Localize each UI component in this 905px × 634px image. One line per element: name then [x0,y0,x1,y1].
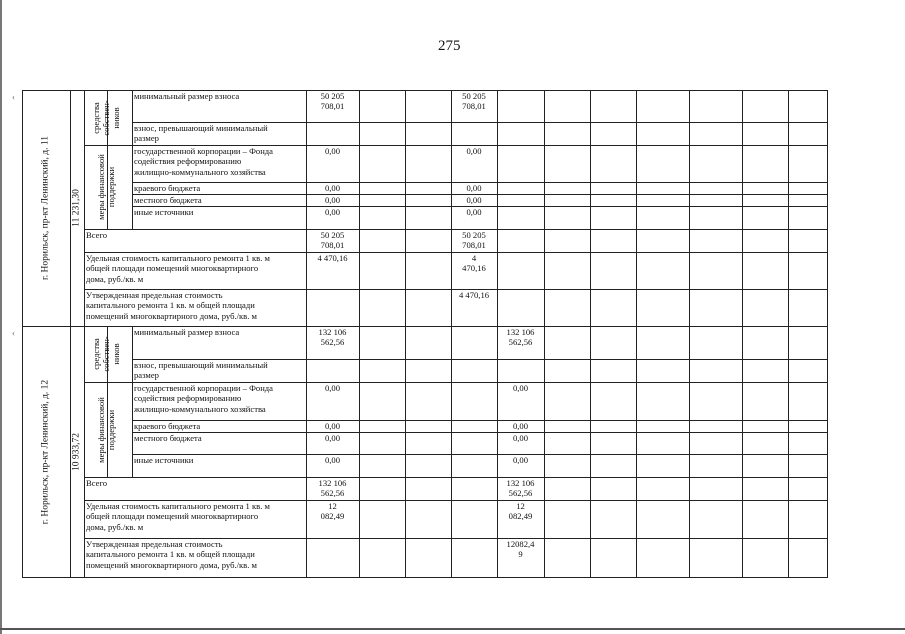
value-cell: 0,00 [324,383,341,393]
margin-mark: ‹ [12,92,15,102]
value-cell [499,290,542,325]
value-cell [308,290,357,325]
row-label: Удельная стоимость капитального ремонта 1 кв. м общей площади помещений многоквартирного дома, руб./кв. м [86,501,270,532]
table-rule [405,90,406,326]
value-cell [453,327,495,358]
value-cell [453,501,495,537]
building-area: 10 933,72 [71,432,82,471]
row-label: взнос, превышающий минимальный размер [134,360,268,381]
page-number: 275 [438,38,461,54]
table-rule [497,90,498,326]
row-label: государственной корпорации – Фонда содействия реформированию жилищно-коммунального хозяйства [134,383,273,414]
value-cell: 12 082,49 [320,501,345,522]
group-support-label: меры финансовой поддержки [95,154,116,220]
value-cell [499,360,542,381]
table-rule [636,326,637,577]
table-rule [497,326,498,577]
value-cell: 0,00 [466,146,482,156]
row-label: Всего [86,478,108,488]
value-cell: 50 205 708,01 [462,91,486,112]
table-rule [84,90,85,326]
value-cell [453,123,495,144]
value-cell: 0,00 [466,183,482,193]
table-rule [742,90,743,326]
row-label: Удельная стоимость капитального ремонта 1 кв. м общей площади помещений многоквартирного дома, руб./кв. м [86,253,270,284]
value-cell [499,123,542,144]
table-rule [544,90,545,326]
value-cell [308,360,357,381]
table-rule [451,90,452,326]
value-cell: 0,00 [324,433,341,443]
table-rule [405,326,406,577]
value-cell [308,539,357,576]
value-cell [453,478,495,499]
value-cell [453,360,495,381]
group-owners-label: средства собствен- ников [90,336,121,372]
value-cell: 4 470,16 [317,253,348,263]
table-rule [636,90,637,326]
table-rule [827,326,828,577]
value-cell: 4 470,16 [458,290,490,300]
value-cell [453,383,495,419]
value-cell [453,539,495,576]
table-rule [306,326,307,577]
value-cell: 0,00 [512,383,529,393]
value-cell: 0,00 [324,146,341,156]
value-cell [453,455,495,476]
value-cell: 0,00 [324,195,341,205]
value-cell [499,207,542,228]
value-cell: 50 205 708,01 [320,91,345,112]
table-rule [359,326,360,577]
table-rule [742,326,743,577]
value-cell: 50 205 708,01 [462,230,486,251]
value-cell: 0,00 [324,421,341,431]
group-owners-label: средства собствен- ников [90,99,121,136]
row-label: Утвержденная предельная стоимость капитального ремонта 1 кв. м общей площади помещений многоквартирного дома, руб./кв. м [86,290,257,321]
building-address: г. Норильск, пр-кт Ленинский, д. 11 [40,135,51,281]
value-cell: 0,00 [512,433,529,443]
table-rule [22,90,23,326]
table-rule [84,326,85,577]
table-rule [788,90,789,326]
value-cell: 0,00 [466,195,482,205]
value-cell [499,91,542,121]
value-cell: 0,00 [324,207,341,217]
value-cell [499,230,542,251]
table-rule [84,382,132,383]
value-cell [499,195,542,205]
table-rule [359,90,360,326]
row-label: взнос, превышающий минимальный размер [134,123,268,144]
table-rule [827,90,828,326]
value-cell: 132 106 562,56 [318,327,347,348]
row-label: минимальный размер взноса [134,327,240,337]
group-support-label: меры финансовой поддержки [95,396,116,463]
value-cell [499,146,542,181]
table-rule [306,90,307,326]
value-cell: 50 205 708,01 [320,230,345,251]
table-rule [590,90,591,326]
value-cell: 132 106 562,56 [506,478,535,499]
value-cell [499,183,542,193]
row-label: местного бюджета [134,433,202,443]
table-rule [689,90,690,326]
table-rule [689,326,690,577]
building-address: г. Норильск, пр-кт Ленинский, д. 12 [40,379,51,524]
table-rule [590,326,591,577]
row-label: иные источники [134,455,194,465]
value-cell [308,123,357,144]
row-label: минимальный размер взноса [134,91,240,101]
value-cell: 132 106 562,56 [506,327,535,348]
row-label: Утвержденная предельная стоимость капитального ремонта 1 кв. м общей площади помещений многоквартирного дома, руб./кв. м [86,539,257,570]
value-cell [499,253,542,288]
table-rule [22,577,828,578]
value-cell: 4 470,16 [462,253,486,274]
margin-mark: ‹ [12,328,15,338]
table-rule [22,326,23,577]
value-cell [453,421,495,431]
table-rule [788,326,789,577]
table-rule [544,326,545,577]
value-cell: 12 082,49 [508,501,533,522]
row-label: местного бюджета [134,195,202,205]
value-cell: 0,00 [512,421,529,431]
value-cell: 12082,4 9 [506,539,535,560]
row-label: Всего [86,230,108,240]
bottom-rule [0,628,905,630]
value-cell: 0,00 [466,207,482,217]
value-cell: 132 106 562,56 [318,478,347,499]
row-label: краевого бюджета [134,421,201,431]
table-rule [132,90,133,229]
value-cell: 0,00 [324,183,341,193]
table-rule [84,145,132,146]
row-label: государственной корпорации – Фонда содействия реформированию жилищно-коммунального хозяйства [134,146,273,177]
value-cell: 0,00 [324,455,341,465]
row-label: иные источники [134,207,194,217]
table-rule [451,326,452,577]
building-area: 11 231,30 [71,189,82,227]
value-cell [453,433,495,453]
row-label: краевого бюджета [134,183,201,193]
value-cell: 0,00 [512,455,529,465]
